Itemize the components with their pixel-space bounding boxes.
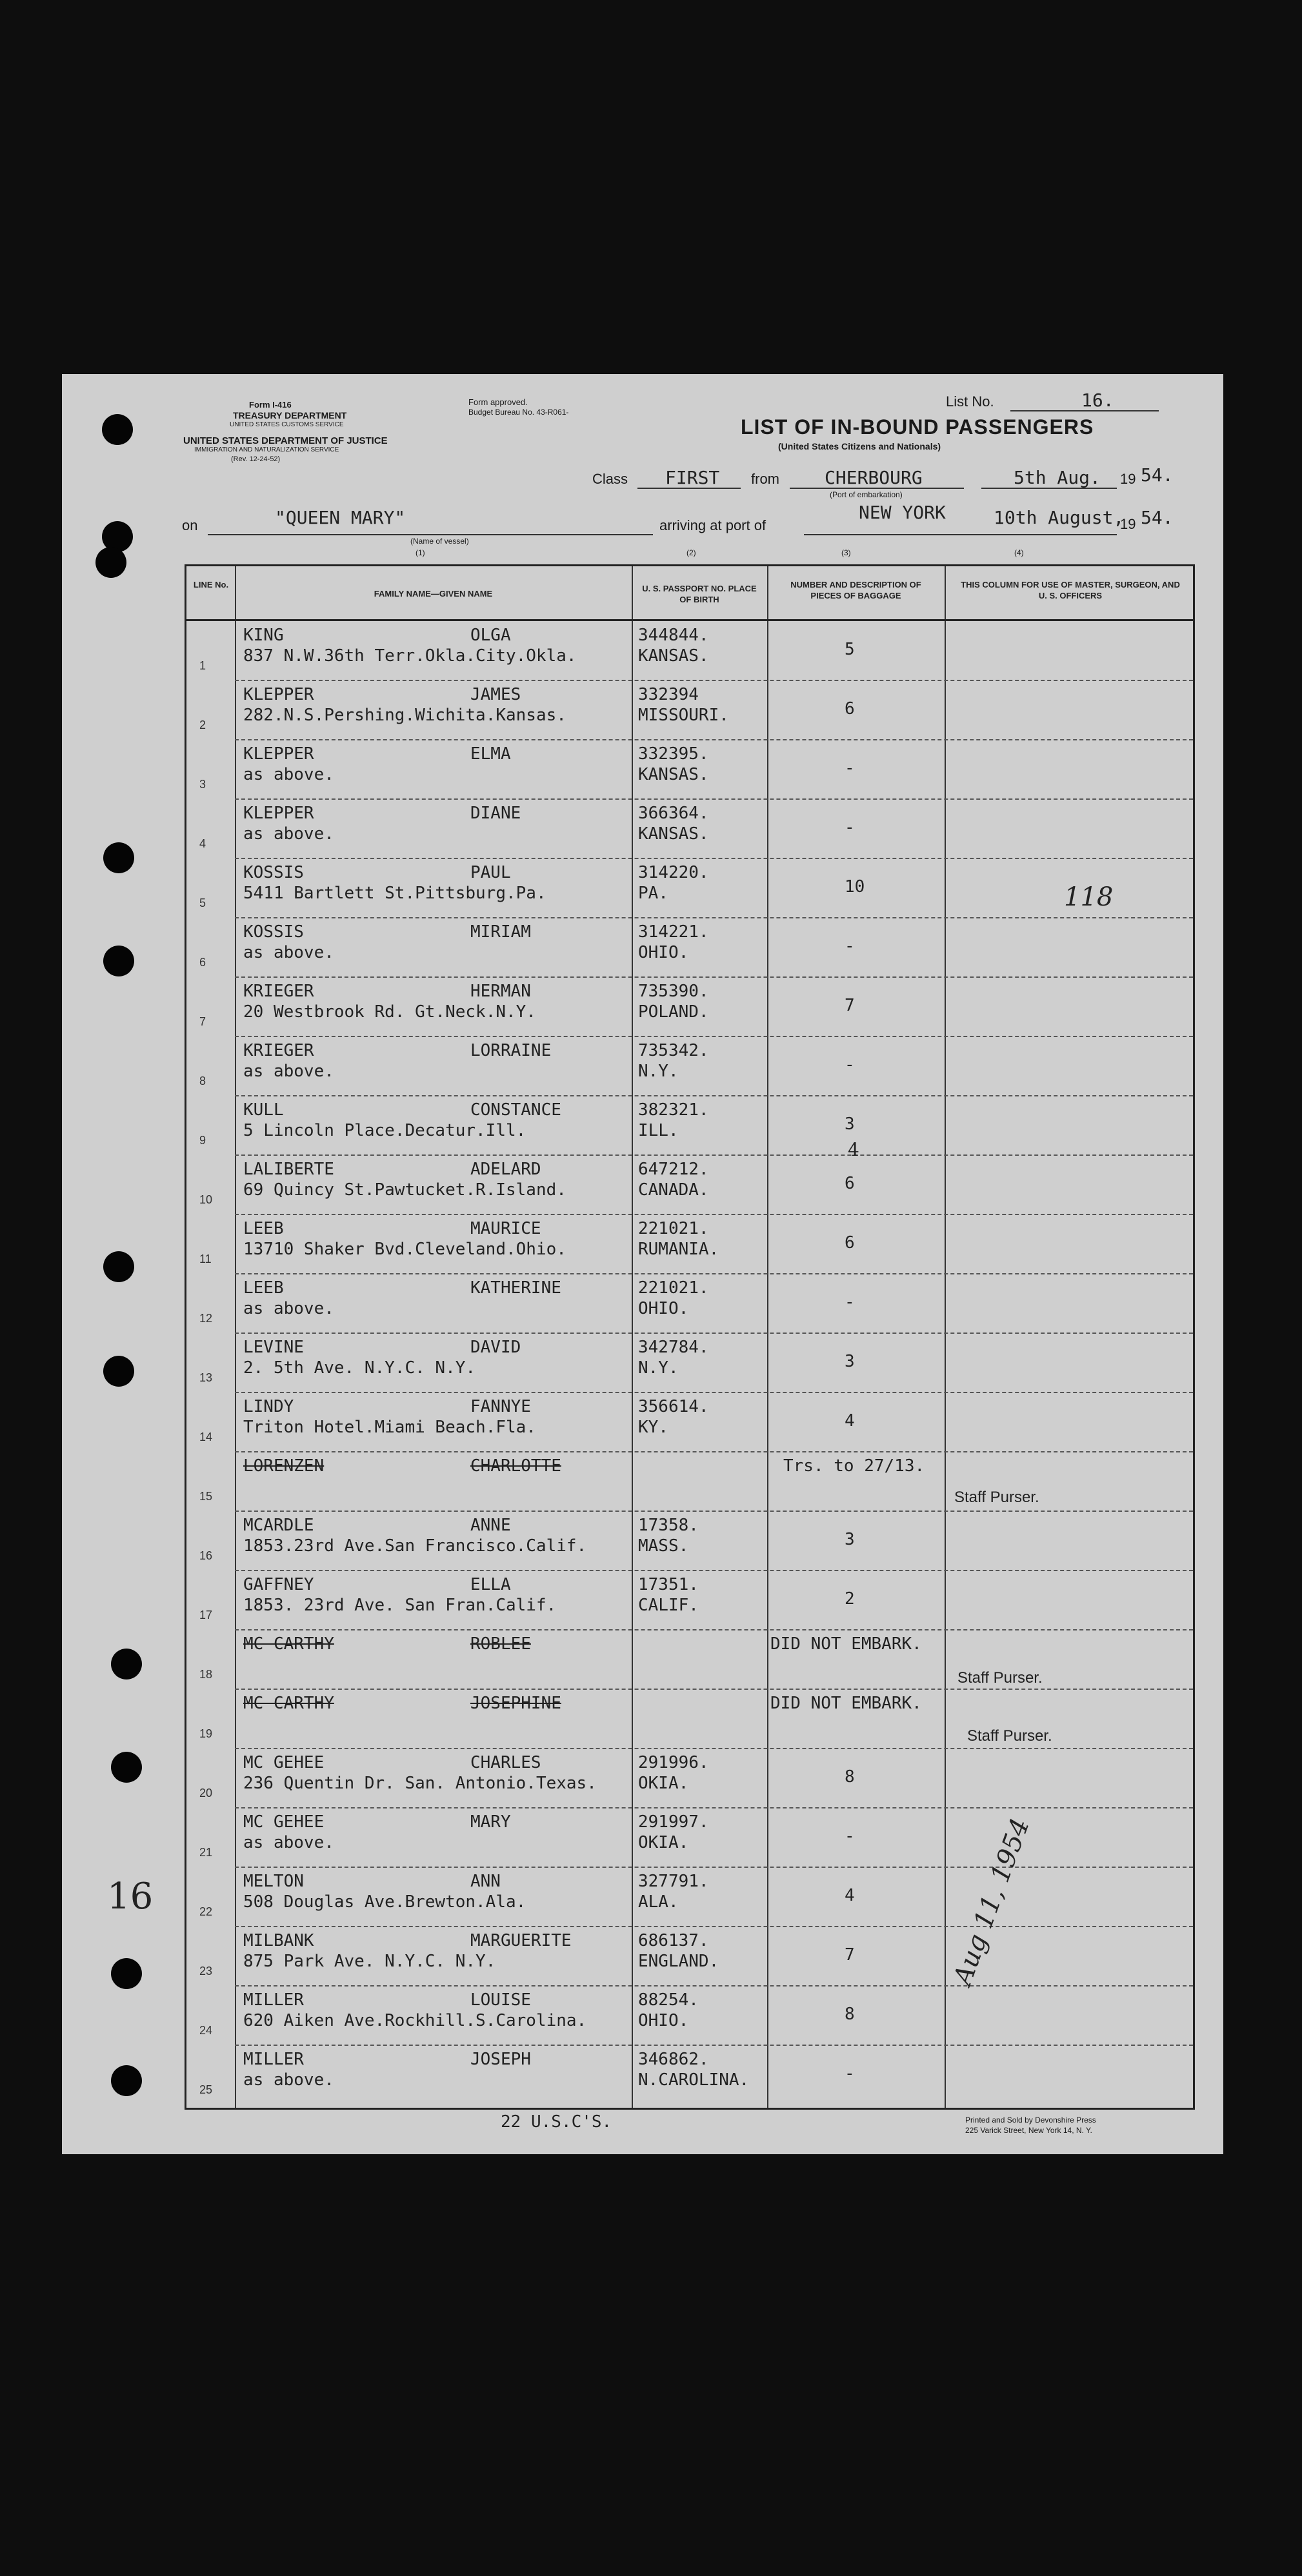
punch-hole (95, 547, 126, 578)
surname: MC CARTHY (243, 1634, 334, 1654)
address: 13710 Shaker Bvd.Cleveland.Ohio. (243, 1240, 566, 1259)
given-name: LOUISE (470, 1990, 531, 2010)
given-name: OLGA (470, 626, 511, 645)
passport-number: 647212. (638, 1160, 709, 1179)
line-number: 9 (199, 1134, 206, 1147)
row-divider (235, 1926, 1193, 1927)
surname: LEVINE (243, 1338, 304, 1357)
line-number: 10 (199, 1193, 213, 1206)
given-name: JOSEPH (470, 2050, 531, 2069)
port-embarkation-caption: (Port of embarkation) (830, 490, 903, 499)
row-divider (235, 1154, 1193, 1156)
address: as above. (243, 943, 334, 962)
row-divider (235, 1689, 1193, 1690)
ins-service: IMMIGRATION AND NATURALIZATION SERVICE (194, 446, 339, 453)
address: Triton Hotel.Miami Beach.Fla. (243, 1418, 536, 1437)
bottom-note: 22 U.S.C'S. (501, 2112, 612, 2132)
col-header-officers: THIS COLUMN FOR USE OF MASTER, SURGEON, AND U. S. OFFICERS (961, 580, 1180, 600)
bags-correction: 4 (848, 1139, 859, 1160)
row-divider (235, 858, 1193, 859)
line-number: 4 (199, 837, 206, 850)
passport-number: 17351. (638, 1575, 699, 1594)
place-of-birth: OHIO. (638, 1299, 689, 1318)
col-header-passport: U. S. PASSPORT NO. PLACE OF BIRTH (642, 584, 757, 604)
row-divider (235, 1392, 1193, 1393)
given-name: ANN (470, 1872, 501, 1891)
given-name: FANNYE (470, 1397, 531, 1416)
line-number: 7 (199, 1015, 206, 1028)
place-of-birth: N.Y. (638, 1062, 679, 1081)
given-name: MARGUERITE (470, 1931, 572, 1950)
dep-date: 5th Aug. (1014, 467, 1101, 488)
address: 20 Westbrook Rd. Gt.Neck.N.Y. (243, 1002, 536, 1022)
printer-name: Printed and Sold by Devonshire Press (965, 2115, 1096, 2125)
punch-hole (111, 1649, 142, 1679)
place-of-birth: CALIF. (638, 1596, 699, 1615)
address: 5411 Bartlett St.Pittsburg.Pa. (243, 884, 546, 903)
surname: LORENZEN (243, 1456, 325, 1476)
punch-hole (103, 946, 134, 976)
row-divider (235, 1511, 1193, 1512)
col-divider (632, 566, 633, 2108)
line-number: 12 (199, 1312, 213, 1325)
baggage-count: 8 (845, 1767, 855, 1787)
baggage-count: 5 (845, 640, 855, 659)
arr-year: 54. (1141, 507, 1174, 528)
surname: KLEPPER (243, 744, 314, 764)
given-name: MAURICE (470, 1219, 541, 1238)
passport-number: 314221. (638, 922, 709, 942)
address: as above. (243, 824, 334, 844)
address: 508 Douglas Ave.Brewton.Ala. (243, 1892, 526, 1912)
line-number: 15 (199, 1490, 213, 1503)
line-number: 25 (199, 2083, 213, 2096)
justice-dept: UNITED STATES DEPARTMENT OF JUSTICE (183, 435, 388, 446)
given-name: HERMAN (470, 982, 531, 1001)
baggage-count: 8 (845, 2005, 855, 2024)
address: 1853.23rd Ave.San Francisco.Calif. (243, 1536, 587, 1556)
baggage-count: - (845, 2064, 855, 2083)
place-of-birth: MASS. (638, 1536, 689, 1556)
passport-number: 332394 (638, 685, 699, 704)
passport-number: 735390. (638, 982, 709, 1001)
surname: MILLER (243, 2050, 304, 2069)
form-number: Form I-416 (249, 400, 292, 410)
given-name: JOSEPHINE (470, 1694, 561, 1713)
given-name: ANNE (470, 1516, 511, 1535)
arrival-line (804, 534, 1117, 535)
arrival-date: 10th August, (994, 507, 1125, 528)
punch-hole (103, 1251, 134, 1282)
address: as above. (243, 1833, 334, 1852)
col-divider (945, 566, 946, 2108)
signature-date: Aug 11, 1954 (948, 1814, 1036, 1989)
row-divider (235, 1036, 1193, 1037)
place-of-birth: MISSOURI. (638, 706, 729, 725)
baggage-count: 7 (845, 1945, 855, 1965)
col-header-line: LINE No. (193, 580, 229, 590)
address: 837 N.W.36th Terr.Okla.City.Okla. (243, 646, 577, 666)
baggage-count: 3 (845, 1115, 855, 1134)
row-divider (235, 680, 1193, 681)
row-divider (235, 1214, 1193, 1215)
officer-count: 118 (1064, 882, 1114, 912)
given-name: KATHERINE (470, 1278, 561, 1298)
address: 875 Park Ave. N.Y.C. N.Y. (243, 1952, 496, 1971)
surname: LALIBERTE (243, 1160, 334, 1179)
address: 1853. 23rd Ave. San Fran.Calif. (243, 1596, 557, 1615)
baggage-count: - (845, 936, 855, 956)
vessel-name: "QUEEN MARY" (275, 507, 406, 528)
surname: MC GEHEE (243, 1753, 325, 1772)
row-divider (235, 1095, 1193, 1096)
col-num: (4) (1014, 548, 1024, 557)
surname: KRIEGER (243, 982, 314, 1001)
place-of-birth: OKIA. (638, 1833, 689, 1852)
passport-number: 291996. (638, 1753, 709, 1772)
given-name: JAMES (470, 685, 521, 704)
row-divider (235, 1570, 1193, 1571)
baggage-count: 3 (845, 1530, 855, 1549)
place-of-birth: N.CAROLINA. (638, 2070, 750, 2090)
given-name: MARY (470, 1812, 511, 1832)
line-number: 5 (199, 897, 206, 909)
place-of-birth: POLAND. (638, 1002, 709, 1022)
place-of-birth: KANSAS. (638, 646, 709, 666)
class-label: Class (592, 471, 628, 487)
page-subtitle: (United States Citizens and Nationals) (778, 441, 941, 451)
given-name: CHARLES (470, 1753, 541, 1772)
baggage-count: 10 (845, 877, 865, 897)
row-note: Trs. to 27/13. (783, 1456, 925, 1476)
line-number: 13 (199, 1371, 213, 1384)
punch-hole (103, 1356, 134, 1387)
passport-number: 356614. (638, 1397, 709, 1416)
baggage-count: 6 (845, 1174, 855, 1193)
col-divider (235, 566, 236, 2108)
surname: MC CARTHY (243, 1694, 334, 1713)
row-divider (235, 1867, 1193, 1868)
header-divider (186, 619, 1193, 621)
address: as above. (243, 765, 334, 784)
surname: MILBANK (243, 1931, 314, 1950)
place-of-birth: OHIO. (638, 943, 689, 962)
line-number: 21 (199, 1846, 213, 1859)
passport-number: 382321. (638, 1100, 709, 1120)
line-number: 22 (199, 1905, 213, 1918)
line-number: 8 (199, 1075, 206, 1087)
passport-number: 17358. (638, 1516, 699, 1535)
address: 282.N.S.Pershing.Wichita.Kansas. (243, 706, 566, 725)
line-number: 14 (199, 1431, 213, 1443)
surname: KOSSIS (243, 863, 304, 882)
address: 620 Aiken Ave.Rockhill.S.Carolina. (243, 2011, 587, 2030)
line-number: 1 (199, 659, 206, 672)
dep-year-prefix: 19 (1120, 471, 1136, 487)
arrival-port: NEW YORK (859, 502, 946, 523)
baggage-count: - (845, 818, 855, 837)
baggage-count: 4 (845, 1886, 855, 1905)
passport-number: 291997. (638, 1812, 709, 1832)
from-value: CHERBOURG (825, 467, 923, 488)
row-divider (235, 976, 1193, 978)
surname: LEEB (243, 1219, 284, 1238)
place-of-birth: OKIA. (638, 1774, 689, 1793)
given-name: CONSTANCE (470, 1100, 561, 1120)
line-number: 3 (199, 778, 206, 791)
given-name: ELMA (470, 744, 511, 764)
list-no-label: List No. (946, 393, 994, 410)
row-divider (235, 1273, 1193, 1274)
surname: MILLER (243, 1990, 304, 2010)
given-name: PAUL (470, 863, 511, 882)
passport-number: 366364. (638, 804, 709, 823)
surname: GAFFNEY (243, 1575, 314, 1594)
staff-purser-stamp: Staff Purser. (954, 1489, 1039, 1506)
col-num: (1) (416, 548, 425, 557)
line-number: 19 (199, 1727, 213, 1740)
place-of-birth: N.Y. (638, 1358, 679, 1378)
baggage-count: - (845, 1827, 855, 1846)
baggage-count: - (845, 1055, 855, 1075)
line-number: 17 (199, 1609, 213, 1621)
place-of-birth: KANSAS. (638, 765, 709, 784)
class-value: FIRST (665, 467, 720, 488)
line-number: 11 (199, 1253, 212, 1265)
surname: LINDY (243, 1397, 294, 1416)
customs-service: UNITED STATES CUSTOMS SERVICE (230, 421, 344, 428)
line-number: 6 (199, 956, 206, 969)
row-divider (235, 1629, 1193, 1630)
passenger-table (185, 564, 1195, 2110)
place-of-birth: OHIO. (638, 2011, 689, 2030)
form-revision: (Rev. 12-24-52) (231, 455, 281, 463)
row-divider (235, 798, 1193, 800)
punch-hole (111, 2065, 142, 2096)
form-approved: Form approved. (468, 397, 528, 407)
line-number: 2 (199, 718, 206, 731)
line-number: 23 (199, 1965, 213, 1977)
passport-number: 735342. (638, 1041, 709, 1060)
passport-number: 221021. (638, 1278, 709, 1298)
row-divider (235, 1451, 1193, 1452)
budget-bureau: Budget Bureau No. 43-R061- (468, 408, 569, 417)
passport-number: 314220. (638, 863, 709, 882)
baggage-count: - (845, 758, 855, 778)
punch-hole (111, 1752, 142, 1783)
place-of-birth: KANSAS. (638, 824, 709, 844)
given-name: DIANE (470, 804, 521, 823)
row-divider (235, 1748, 1193, 1749)
row-note: DID NOT EMBARK. (770, 1634, 922, 1654)
margin-number: 16 (107, 1876, 154, 1917)
line-number: 24 (199, 2024, 213, 2037)
col-num: (2) (686, 548, 696, 557)
address: as above. (243, 1299, 334, 1318)
address: 5 Lincoln Place.Decatur.Ill. (243, 1121, 526, 1140)
dep-year: 54. (1141, 464, 1174, 486)
baggage-count: 6 (845, 699, 855, 718)
row-note: DID NOT EMBARK. (770, 1694, 922, 1713)
surname: KRIEGER (243, 1041, 314, 1060)
printer-address: 225 Varick Street, New York 14, N. Y. (965, 2126, 1092, 2135)
col-header-baggage: NUMBER AND DESCRIPTION OF PIECES OF BAGGAGE (790, 580, 921, 600)
surname: KING (243, 626, 284, 645)
place-of-birth: RUMANIA. (638, 1240, 719, 1259)
address: 69 Quincy St.Pawtucket.R.Island. (243, 1180, 566, 1200)
baggage-count: 6 (845, 1233, 855, 1253)
vessel-line (208, 534, 653, 535)
surname: MELTON (243, 1872, 304, 1891)
staff-purser-stamp: Staff Purser. (967, 1727, 1052, 1745)
treasury-dept: TREASURY DEPARTMENT (233, 410, 347, 421)
line-number: 20 (199, 1787, 213, 1799)
col-header-name: FAMILY NAME—GIVEN NAME (374, 589, 493, 599)
surname: KLEPPER (243, 685, 314, 704)
line-number: 18 (199, 1668, 213, 1681)
address: as above. (243, 2070, 334, 2090)
arriving-label: arriving at port of (659, 517, 766, 533)
place-of-birth: CANADA. (638, 1180, 709, 1200)
surname: MC GEHEE (243, 1812, 325, 1832)
address: as above. (243, 1062, 334, 1081)
given-name: DAVID (470, 1338, 521, 1357)
given-name: LORRAINE (470, 1041, 552, 1060)
passport-number: 221021. (638, 1219, 709, 1238)
row-divider (235, 739, 1193, 740)
given-name: MIRIAM (470, 922, 531, 942)
passport-number: 342784. (638, 1338, 709, 1357)
list-no-value: 16. (1081, 390, 1114, 411)
staff-purser-stamp: Staff Purser. (957, 1669, 1043, 1687)
baggage-count: 2 (845, 1589, 855, 1609)
passport-number: 344844. (638, 626, 709, 645)
passport-number: 686137. (638, 1931, 709, 1950)
place-of-birth: KY. (638, 1418, 668, 1437)
arr-year-prefix: 19 (1120, 516, 1136, 532)
address: 236 Quentin Dr. San. Antonio.Texas. (243, 1774, 597, 1793)
vessel-caption: (Name of vessel) (410, 537, 469, 546)
row-divider (235, 917, 1193, 918)
surname: KLEPPER (243, 804, 314, 823)
passport-number: 327791. (638, 1872, 709, 1891)
row-divider (235, 2045, 1193, 2046)
punch-hole (111, 1958, 142, 1989)
punch-hole (103, 842, 134, 873)
col-divider (767, 566, 768, 2108)
baggage-count: 7 (845, 996, 855, 1015)
row-divider (235, 1807, 1193, 1808)
surname: KULL (243, 1100, 284, 1120)
on-label: on (182, 517, 198, 533)
given-name: ELLA (470, 1575, 511, 1594)
passport-number: 88254. (638, 1990, 699, 2010)
surname: KOSSIS (243, 922, 304, 942)
surname: LEEB (243, 1278, 284, 1298)
place-of-birth: ENGLAND. (638, 1952, 719, 1971)
place-of-birth: ILL. (638, 1121, 679, 1140)
from-label: from (751, 471, 779, 487)
given-name: ROBLEE (470, 1634, 531, 1654)
row-divider (235, 1985, 1193, 1986)
place-of-birth: ALA. (638, 1892, 679, 1912)
given-name: CHARLOTTE (470, 1456, 561, 1476)
passport-number: 332395. (638, 744, 709, 764)
punch-hole (102, 414, 133, 445)
row-divider (235, 1333, 1193, 1334)
address: 2. 5th Ave. N.Y.C. N.Y. (243, 1358, 476, 1378)
col-num: (3) (841, 548, 851, 557)
passport-number: 346862. (638, 2050, 709, 2069)
page-title: LIST OF IN-BOUND PASSENGERS (741, 415, 1094, 439)
baggage-count: 3 (845, 1352, 855, 1371)
line-number: 16 (199, 1549, 213, 1562)
surname: MCARDLE (243, 1516, 314, 1535)
place-of-birth: PA. (638, 884, 668, 903)
given-name: ADELARD (470, 1160, 541, 1179)
baggage-count: 4 (845, 1411, 855, 1431)
manifest-page (62, 374, 1223, 2154)
baggage-count: - (845, 1293, 855, 1312)
